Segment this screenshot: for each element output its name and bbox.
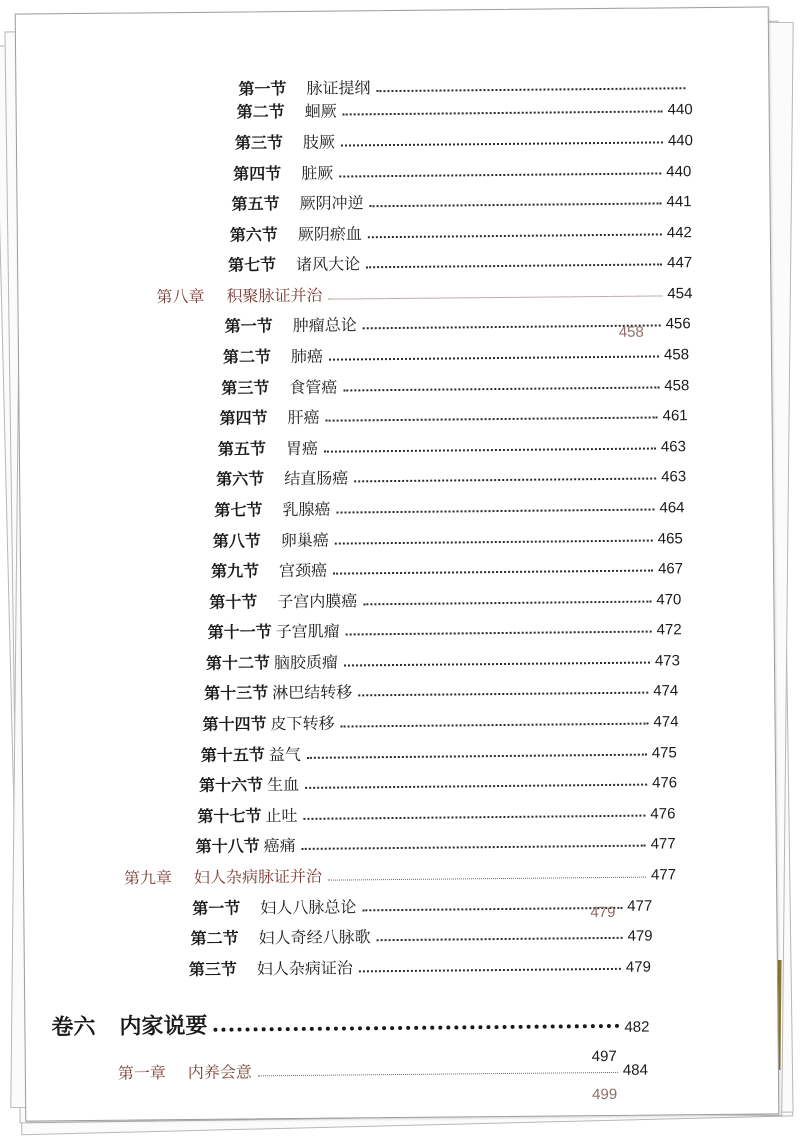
entry-title: 皮下转移 [270,713,335,734]
entry-number: 第十五节 [200,745,265,765]
dot-leader [346,631,652,636]
toc-entry[interactable] [190,919,652,949]
entry-title: 肝癌 [287,407,320,428]
toc-entry[interactable] [213,521,683,552]
entry-title: 卵巢癌 [280,530,329,551]
entry-page: 497 [591,1047,617,1066]
entry-page: 454 [667,285,693,303]
entry-title: 肿瘤总论 [292,315,357,335]
entry-number: 卷六 [51,1013,96,1041]
accent-page-number: 499 [592,1085,618,1104]
entry-number: 第一节 [224,316,273,336]
dot-leader [366,263,662,268]
entry-title: 生血 [267,774,300,795]
entry-title: 淋巴结转移 [272,682,353,703]
entry-page: 476 [650,805,676,823]
toc-entry[interactable] [209,582,681,613]
dot-leader [363,324,661,329]
toc-entry[interactable] [228,245,692,275]
entry-page: 470 [656,591,682,609]
entry-title: 妇人杂病证治 [256,958,353,979]
entry-page: 474 [653,713,679,731]
entry-number: 第一节 [238,79,287,99]
dot-leader [258,1072,618,1076]
entry-page: 463 [661,468,687,486]
entry-page: 458 [663,346,690,364]
entry-number: 第九节 [210,561,260,581]
entry-page: 479 [625,958,651,976]
stray-page-number [590,894,660,921]
toc-chapter[interactable] [118,1053,648,1084]
dot-leader [368,233,662,238]
toc-entry[interactable] [192,889,653,922]
entry-number: 第一章 [117,1063,166,1083]
toc-chapter[interactable] [156,276,692,307]
entry-page: 479 [627,927,653,945]
toc-volume[interactable] [51,1000,649,1042]
entry-page: 477 [650,835,676,853]
dot-leader [339,172,661,177]
dot-leader [337,509,655,514]
entry-title: 内家说要 [119,1012,208,1040]
toc-page [15,6,780,1121]
dot-leader [341,141,663,146]
dot-leader [370,202,662,207]
entry-number: 第十节 [209,592,258,612]
toc-entry[interactable] [221,368,689,398]
entry-page: 473 [654,652,681,670]
entry-page: 482 [624,1018,650,1036]
toc-entry[interactable] [231,184,691,214]
stray-page-number [592,1038,662,1065]
dot-leader [329,355,659,360]
entry-number: 第七节 [214,500,263,520]
dot-leader [359,968,621,973]
entry-number: 第十三节 [204,683,269,703]
dot-leader [307,754,647,759]
toc-entry[interactable] [204,673,678,704]
dot-leader [377,937,623,941]
dot-leader [354,478,656,483]
entry-page: 477 [650,866,677,884]
dot-leader [328,877,646,881]
entry-title: 胃癌 [285,438,318,459]
entry-page: 477 [627,897,653,915]
entry-page: 440 [667,101,693,119]
toc-entry[interactable] [202,704,678,735]
entry-number: 第四节 [219,408,268,428]
entry-page: 476 [652,774,678,792]
entry-number: 第九章 [123,868,173,888]
stray-page-number [592,1076,662,1103]
entry-title: 乳腺癌 [282,499,331,520]
dot-leader [376,87,685,92]
entry-number: 第六节 [216,469,265,489]
dot-leader [335,540,653,545]
entry-page: 474 [653,682,679,700]
entry-page: 472 [656,621,682,639]
toc-chapter[interactable] [124,857,676,888]
entry-number: 第十七节 [197,806,262,826]
dot-leader [326,416,658,421]
entry-number: 第五节 [231,194,280,214]
entry-number: 第十二节 [205,653,271,673]
entry-number: 第二节 [190,928,239,948]
toc-entry[interactable] [206,643,680,674]
entry-number: 第三节 [221,378,270,398]
toc-entry[interactable] [219,398,687,428]
entry-page: 467 [657,560,684,578]
entry-page: 463 [660,438,686,456]
entry-page: 440 [667,132,694,150]
dot-leader [343,386,659,391]
dot-leader [362,907,622,911]
entry-number: 第五节 [217,439,266,459]
dot-leader [213,1024,619,1032]
entry-number: 第十六节 [199,775,264,795]
entry-title: 妇人奇经八脉歌 [258,927,371,948]
toc-entry[interactable] [201,735,677,766]
entry-title: 宫颈癌 [278,560,328,581]
entry-number: 第三节 [234,133,284,153]
entry-title: 子宫肌瘤 [275,621,340,642]
entry-page: 484 [622,1061,648,1079]
entry-title: 厥阴冲逆 [299,193,364,213]
entry-title: 益气 [268,744,301,765]
toc-entry[interactable] [218,429,686,459]
entry-title: 结直肠癌 [284,468,349,489]
entry-title: 癌痛 [263,835,296,856]
entry-number: 第八章 [156,286,205,307]
dot-leader [341,723,649,728]
entry-page: 456 [665,315,691,333]
entry-title: 妇人杂病脉证并治 [193,866,323,887]
entry-number: 第三节 [188,959,237,980]
entry-page: 465 [657,530,683,548]
toc-entry[interactable] [237,92,693,122]
toc-entry[interactable] [207,612,681,643]
entry-title: 食管癌 [289,377,338,398]
toc-entry[interactable] [211,551,683,582]
dot-leader [358,692,648,697]
entry-title: 积聚脉证并治 [226,285,323,306]
entry-title: 脉证提纲 [306,78,371,98]
toc-entry[interactable] [230,215,692,245]
entry-number: 第十四节 [202,714,267,734]
entry-number: 第七节 [228,255,277,275]
entry-title: 肺癌 [290,346,324,367]
dot-leader [363,601,651,606]
entry-page: 442 [666,224,692,242]
entry-number: 第二节 [222,347,272,367]
entry-page: 441 [666,193,692,211]
entry-title: 蛔厥 [304,101,337,121]
entry-title: 肢厥 [302,132,336,152]
stray-page-number [619,314,689,341]
entry-page: 458 [664,377,690,395]
toc-entry[interactable] [197,796,675,827]
entry-title: 妇人八脉总论 [260,897,357,918]
toc-entry[interactable] [216,459,686,490]
entry-number: 第六节 [229,225,278,245]
entry-number: 第十一节 [207,622,272,642]
dot-leader [333,570,653,575]
entry-page: 440 [666,163,692,181]
dot-leader [303,815,645,820]
entry-title: 脏厥 [301,163,334,183]
entry-title: 内养会意 [187,1062,252,1083]
toc-entry[interactable] [199,765,677,796]
entry-title: 诸风大论 [296,254,361,274]
toc-entry[interactable] [223,337,689,367]
entry-page: 461 [662,407,688,425]
dot-leader [344,662,650,667]
toc-entry[interactable] [233,154,691,184]
entry-page: 475 [651,744,677,762]
dot-leader [343,110,663,115]
dot-leader [328,295,662,299]
entry-page: 464 [659,499,685,517]
entry-title: 脑胶质瘤 [273,652,339,673]
entry-number: 第八节 [212,531,261,551]
toc-entry[interactable] [196,826,676,857]
entry-title: 止吐 [265,805,298,826]
accent-page-number: 458 [618,323,644,341]
dot-leader [324,448,656,453]
entry-number: 第二节 [236,102,285,122]
toc-entry[interactable] [189,950,651,980]
entry-number: 第十八节 [195,836,260,856]
toc-entry[interactable] [214,490,684,521]
dot-leader [305,784,647,789]
entry-number: 第四节 [233,164,282,184]
entry-title: 子宫内膜癌 [277,591,358,612]
entry-number: 第一节 [192,898,241,918]
toc-entry[interactable] [235,123,693,153]
entry-title: 厥阴瘀血 [297,224,362,244]
dot-leader [302,845,646,850]
entry-page: 447 [667,254,693,272]
accent-page-number: 479 [590,903,616,922]
